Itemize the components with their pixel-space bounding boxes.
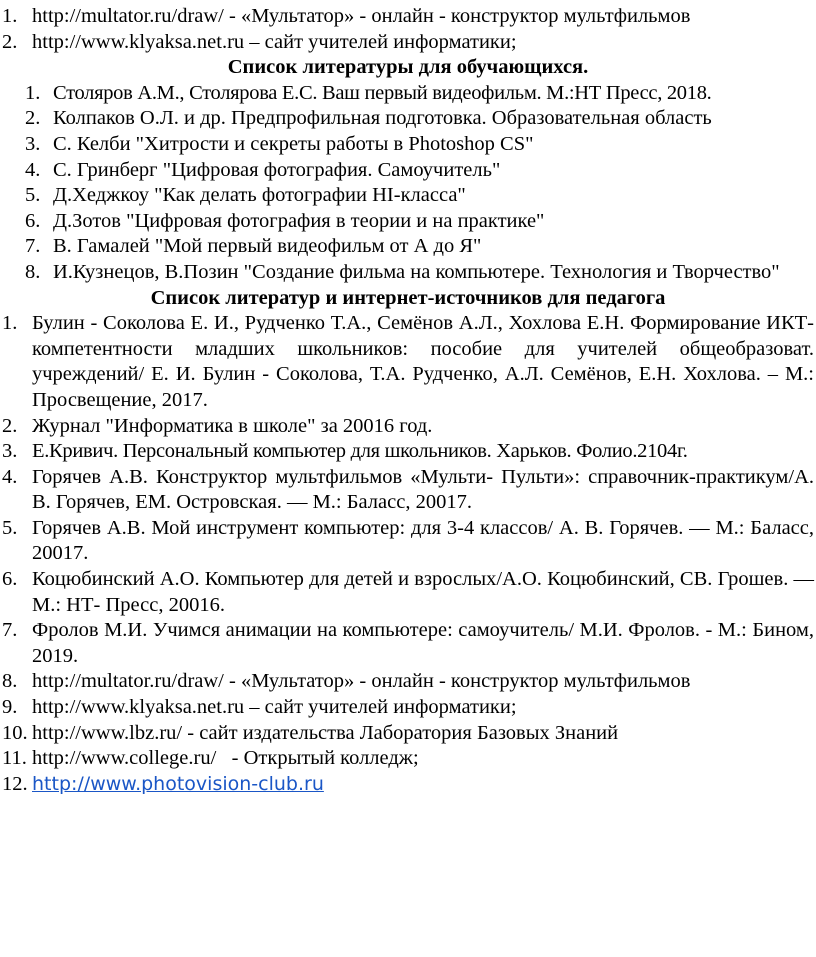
list-item: [0, 260, 816, 286]
list-item: [0, 567, 816, 618]
item-number: 5.: [25, 184, 41, 207]
item-text: С. Гринберг "Цифровая фотография. Самоучитель": [53, 158, 501, 181]
item-number: 9.: [2, 696, 18, 719]
item-text: http://www.klyaksa.net.ru – сайт учителей информатики;: [32, 30, 517, 53]
item-number: 1.: [25, 81, 41, 104]
list-item: [0, 721, 816, 747]
list-item: [0, 772, 816, 798]
item-text: http://www.lbz.ru/ - сайт издательства Лаборатория Базовых Знаний: [32, 721, 619, 744]
teachers-list: [0, 311, 816, 797]
item-number: 6.: [2, 568, 18, 591]
list-item: [0, 234, 816, 260]
item-text: Д.Хеджкоу "Как делать фотографии HI-класса": [53, 184, 466, 207]
item-number: 10.: [2, 721, 28, 744]
item-text: http://multator.ru/draw/ - «Мультатор» - онлайн - конструктор мультфильмов: [32, 670, 691, 693]
item-text: Горячев А.В. Мой инструмент компьютер: для 3-4 классов/ А. В. Горячев. — М.: Баласс, 20017.: [32, 516, 814, 565]
list-item: [0, 618, 816, 669]
list-item: [0, 4, 816, 30]
item-text: Фролов М.И. Учимся анимации на компьютере: самоучитель/ М.И. Фролов. - М.: Бином, 2019.: [32, 619, 814, 667]
item-text: Журнал "Информатика в школе" за 20016 год.: [32, 414, 433, 437]
students-heading: Список литературы для обучающихся.: [227, 56, 589, 79]
item-text: http://www.college.ru/ - Открытый колледж;: [32, 747, 419, 770]
list-item: [0, 209, 816, 235]
list-item: [0, 439, 816, 465]
list-item: [0, 516, 816, 567]
item-text: С. Келби "Хитрости и секреты работы в Photoshop CS": [53, 132, 534, 155]
list-item: [0, 183, 816, 209]
list-item: [0, 746, 816, 772]
item-number: 2.: [2, 30, 18, 53]
list-item: [0, 414, 816, 440]
list-item: [0, 81, 816, 107]
item-number: 11.: [2, 747, 27, 770]
item-text: И.Кузнецов, В.Позин "Создание фильма на компьютере. Технология и Творчество": [53, 260, 780, 283]
item-text: Колпаков О.Л. и др. Предпрофильная подготовка. Образовательная область: [53, 107, 712, 130]
item-text: Булин - Соколова Е. И., Рудченко Т.А., Семёнов А.Л., Хохлова Е.Н. Формирование ИКТ- компетентности младших школьников: пособие для учителей общеобразоват. учреждений/ Е. И. Булин - Соколова, Т.А. Рудченко, А.Л. Семёнов, Е.Н. Хохлова. – М.: Просвещение, 2017.: [32, 312, 814, 411]
list-item: [0, 669, 816, 695]
item-number: 4.: [25, 158, 41, 181]
item-number: 3.: [2, 440, 18, 463]
list-item: [0, 132, 816, 158]
item-number: 5.: [2, 516, 18, 539]
top-list: [0, 4, 816, 55]
list-item: [0, 465, 816, 516]
item-number: 6.: [25, 209, 41, 232]
list-item: [0, 158, 816, 184]
teachers-heading: Список литератур и интернет-источников для педагога: [150, 286, 666, 309]
item-text: http://multator.ru/draw/ - «Мультатор» - онлайн - конструктор мультфильмов: [32, 5, 691, 27]
item-number: 1.: [2, 312, 18, 335]
list-item: [0, 106, 816, 132]
photovision-link[interactable]: http://www.photovision-club.ru: [32, 772, 324, 795]
item-text: Коцюбинский А.О. Компьютер для детей и взрослых/А.О. Коцюбинский, СВ. Грошев. — М.: НТ- Пресс, 20016.: [32, 568, 814, 616]
item-number: 2.: [2, 414, 18, 437]
list-item: [0, 695, 816, 721]
item-number: 4.: [2, 465, 18, 488]
list-item: [0, 311, 816, 413]
list-item: [0, 30, 816, 56]
item-number: 7.: [2, 619, 18, 642]
item-text: Горячев А.В. Конструктор мультфильмов «Мульти- Пульти»: справочник-практикум/А. В. Горячев, ЕМ. Островская. — М.: Баласс, 20017.: [32, 465, 814, 514]
item-number: 1.: [2, 5, 18, 27]
item-number: 12.: [2, 772, 28, 795]
item-text: http://www.klyaksa.net.ru – сайт учителей информатики;: [32, 696, 517, 719]
item-number: 3.: [25, 132, 41, 155]
students-list: [0, 81, 816, 286]
item-number: 7.: [25, 235, 41, 258]
item-text: В. Гамалей "Мой первый видеофильм от А до Я": [53, 235, 482, 258]
list-item-link-wrap: [32, 772, 816, 798]
item-text: Е.Кривич. Персональный компьютер для школьников. Харьков. Фолио.2104г.: [32, 440, 688, 463]
item-text: Столяров А.М., Столярова Е.С. Ваш первый видеофильм. М.:НТ Пресс, 2018.: [53, 81, 712, 104]
item-number: 8.: [2, 670, 18, 693]
item-number: 8.: [25, 260, 41, 283]
item-number: 2.: [25, 107, 41, 130]
item-text: Д.Зотов "Цифровая фотография в теории и на практике": [53, 209, 545, 232]
